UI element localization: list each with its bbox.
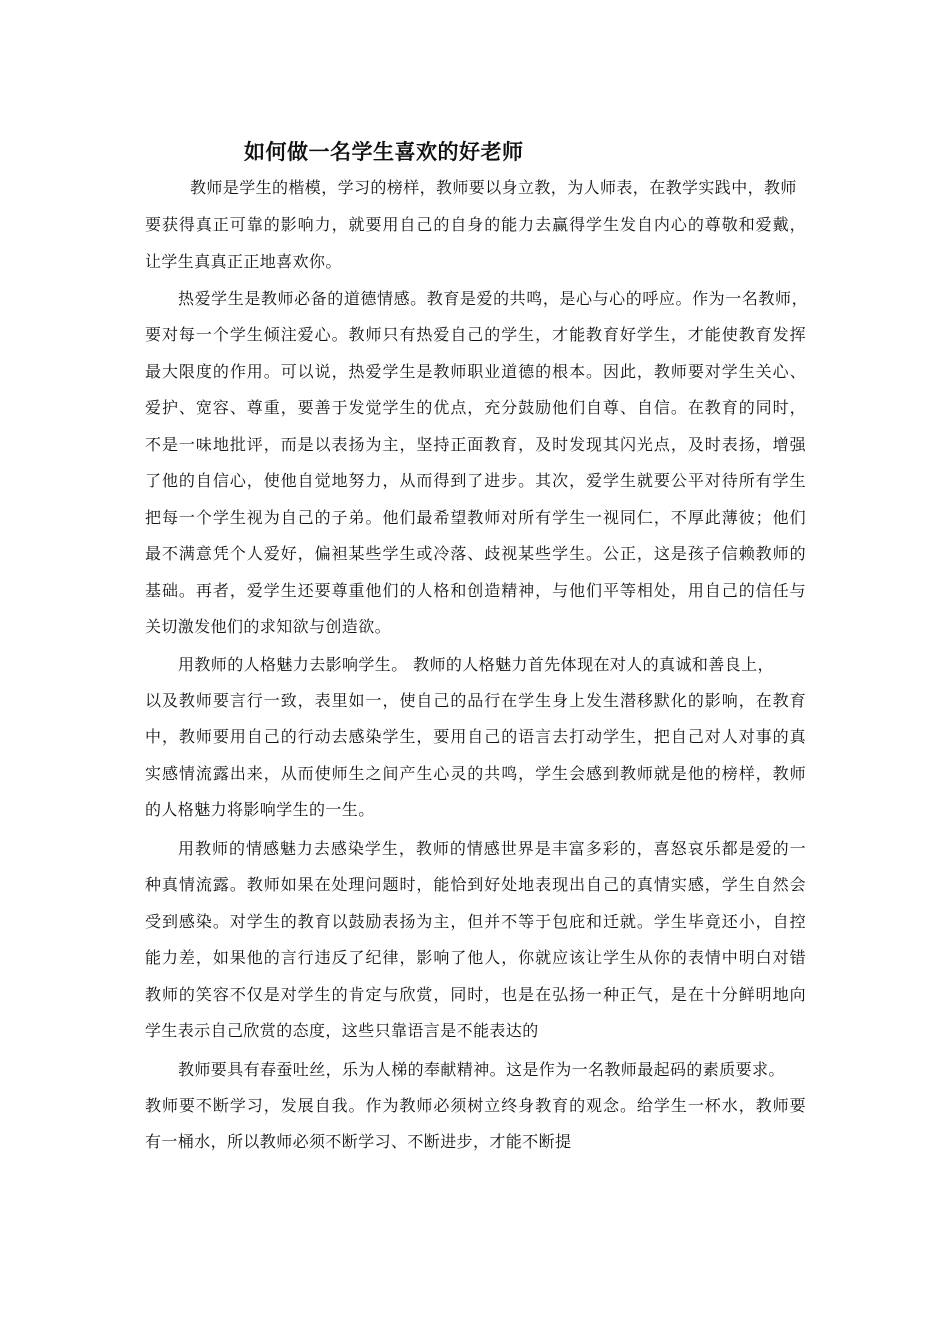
paragraph-line: 要获得真正可靠的影响力，就要用自己的自身的能力去赢得学生发自内心的尊敬和爱戴， <box>145 215 807 234</box>
paragraph-line: 教师要不断学习，发展自我。作为教师必须树立终身教育的观念。给学生一杯水，教师要 <box>145 1096 807 1115</box>
paragraph-line: 基础。再者，爱学生还要尊重他们的人格和创造精神，与他们平等相处，用自己的信任与 <box>145 581 807 600</box>
paragraph-line: 最大限度的作用。可以说，热爱学生是教师职业道德的根本。因此，教师要对学生关心、 <box>145 362 807 381</box>
paragraph-line: 教师的笑容不仅是对学生的肯定与欣赏，同时，也是在弘扬一种正气，是在十分鲜明地向 <box>145 985 807 1004</box>
paragraph-line: 让学生真真正正地喜欢你。 <box>145 252 342 271</box>
document-title: 如何做一名学生喜欢的好老师 <box>244 139 524 164</box>
paragraph-line: 种真情流露。教师如果在处理问题时，能恰到好处地表现出自己的真情实感，学生自然会 <box>145 875 807 894</box>
paragraph-line: 能力差，如果他的言行违反了纪律，影响了他人，你就应该让学生从你的表情中明白对错 <box>145 948 807 967</box>
paragraph-line: 最不满意凭个人爱好，偏袒某些学生或冷落、歧视某些学生。公正，这是孩子信赖教师的 <box>145 544 807 563</box>
paragraph-line: 用教师的情感魅力去感染学生，教师的情感世界是丰富多彩的，喜怒哀乐都是爱的一 <box>178 839 807 858</box>
paragraph-line: 学生表示自己欣赏的态度，这些只靠语言是不能表达的 <box>145 1021 539 1040</box>
paragraph-line: 热爱学生是教师必备的道德情感。教育是爱的共鸣，是心与心的呼应。作为一名教师， <box>178 289 809 308</box>
paragraph-line: 教师是学生的楷模，学习的榜样，教师要以身立教，为人师表，在教学实践中，教师 <box>190 178 797 197</box>
paragraph-line: 关切激发他们的求知欲与创造欲。 <box>145 617 392 636</box>
paragraph-line: 受到感染。对学生的教育以鼓励表扬为主，但并不等于包庇和迁就。学生毕竟还小，自控 <box>145 912 807 931</box>
paragraph-line: 用教师的人格魅力去影响学生。 教师的人格魅力首先体现在对人的真诚和善良上， <box>178 655 774 674</box>
paragraph-line: 的人格魅力将影响学生的一生。 <box>145 800 375 819</box>
paragraph-line: 有一桶水，所以教师必须不断学习、不断进步，才能不断提 <box>145 1132 572 1151</box>
paragraph-line: 要对每一个学生倾注爱心。教师只有热爱自己的学生，才能教育好学生，才能使教育发挥 <box>145 325 807 344</box>
paragraph-line: 把每一个学生视为自己的子弟。他们最希望教师对所有学生一视同仁，不厚此薄彼；他们 <box>145 508 807 527</box>
paragraph-line: 爱护、宽容、尊重，要善于发觉学生的优点，充分鼓励他们自尊、自信。在教育的同时， <box>145 398 807 417</box>
paragraph-line: 以及教师要言行一致，表里如一，使自己的品行在学生身上发生潜移默化的影响，在教育 <box>145 691 807 710</box>
paragraph-line: 不是一味地批评，而是以表扬为主，坚持正面教育，及时发现其闪光点，及时表扬，增强 <box>145 435 807 454</box>
paragraph-line: 中，教师要用自己的行动去感染学生，要用自己的语言去打动学生，把自己对人对事的真 <box>145 727 807 746</box>
paragraph-line: 教师要具有春蚕吐丝，乐为人梯的奉献精神。这是作为一名教师最起码的素质要求。 <box>178 1060 785 1079</box>
paragraph-line: 了他的自信心，使他自觉地努力，从而得到了进步。其次，爱学生就要公平对待所有学生 <box>145 471 807 490</box>
paragraph-line: 实感情流露出来，从而使师生之间产生心灵的共鸣，学生会感到教师就是他的榜样，教师 <box>145 764 807 783</box>
